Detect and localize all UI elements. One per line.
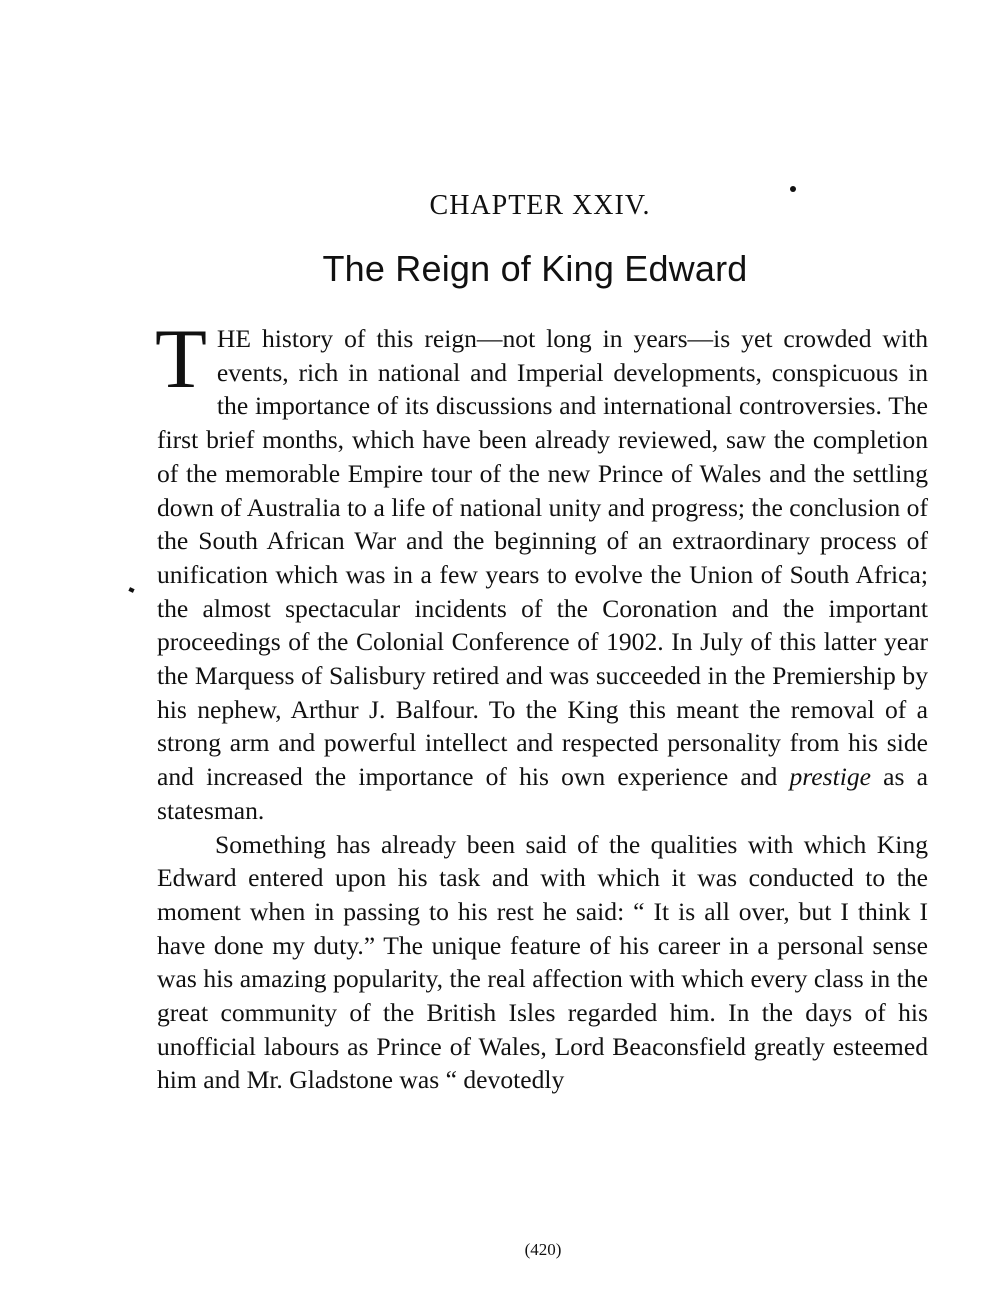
paragraph-2: Something has already been said of the qualities with which King Edward entered upon his task and with which it was conducted to the moment when in passing to his rest he said: “ It is all over, but I think I have done my duty.” The unique feature of his career in a personal sense was his amazing popularity, the real affection with which every class in the great community of the British Isles regarded him. In the days of his unofficial labours as Prince of Wales, Lord Beaconsfield greatly esteemed him and Mr. Gladstone was “ devotedly (157, 829, 928, 1095)
margin-tick-mark (128, 587, 134, 593)
chapter-title: The Reign of King Edward (322, 248, 748, 289)
chapter-label: CHAPTER XXIV. (429, 190, 651, 221)
body-text (155, 312, 929, 1097)
page-number: (420) (524, 1240, 562, 1259)
paragraph-1-text: HE history of this reign—not long in years—is yet crowded with events, rich in national and Imperial developments, conspicuous in the importance of its discussions and international controversies. The first brief months, which have been already reviewed, saw the completion of the memorable Empire tour of the new Prince of Wales and the settling down of Australia to a life of national unity and progress; the conclusion of the South African War and the beginning of an extraordinary process of unification which was in a few years to evolve the Union of South Africa; the almost spectacular incidents of the Coronation and the important proceedings of the Colonial Conference of 1902. In July of this latter year the Marquess of Salisbury retired and was succeeded in the Premiership by his nephew, Arthur J. Balfour. To the King this meant the removal of a strong arm and powerful intellect and respected personality from his side and increased the importance of his own experience and (157, 324, 928, 792)
drop-cap: T (155, 312, 207, 406)
italic-word-prestige: prestige (789, 762, 871, 792)
paragraph-1 (155, 312, 929, 828)
paragraph-1-ending: as a statesman. (157, 762, 929, 825)
